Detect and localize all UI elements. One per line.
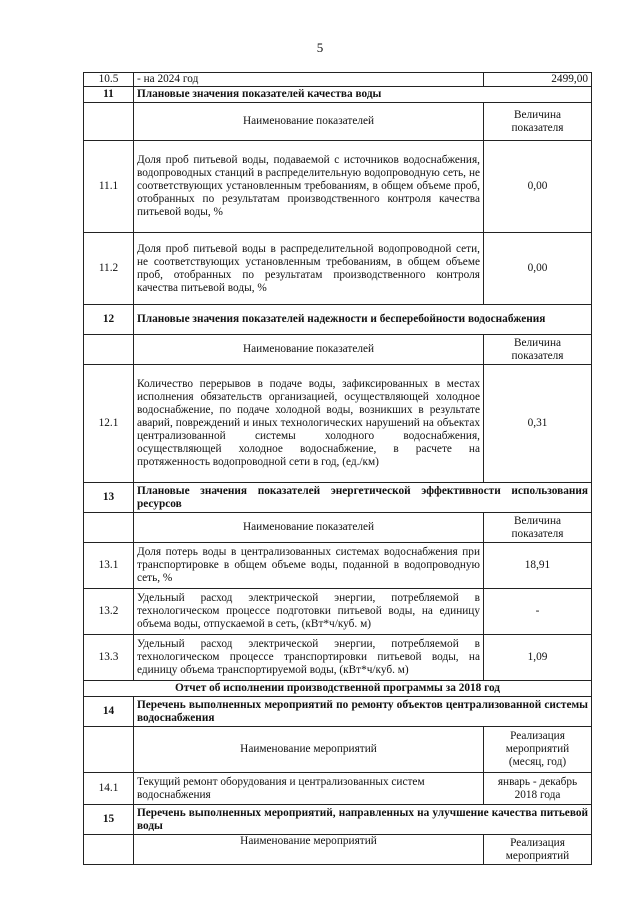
section-number: 15 (84, 805, 134, 835)
table-row (84, 73, 592, 87)
row-number: 10.5 (84, 73, 134, 87)
section-title: Плановые значения показателей качества воды (134, 87, 592, 103)
column-header-row (84, 727, 592, 773)
report-title: Отчет об исполнении производственной программы за 2018 год (84, 681, 592, 697)
section-title: Плановые значения показателей энергетической эффективности использования ресурсов (134, 483, 592, 513)
indicators-table (83, 72, 592, 865)
row-number: 13.3 (84, 635, 134, 681)
row-value: - (484, 589, 592, 635)
row-number: 12.1 (84, 365, 134, 483)
column-header-value: Величина показателя (484, 513, 592, 543)
column-header-value: Реализация мероприятий (месяц, год) (484, 727, 592, 773)
section-header (84, 483, 592, 513)
section-header (84, 805, 592, 835)
table-row (84, 141, 592, 233)
section-number: 13 (84, 483, 134, 513)
section-title: Перечень выполненных мероприятий по ремонту объектов централизованной системы водоснабжения (134, 697, 592, 727)
section-number: 12 (84, 305, 134, 335)
row-value: 18,91 (484, 543, 592, 589)
table-row (84, 589, 592, 635)
section-header (84, 305, 592, 335)
row-number: 13.1 (84, 543, 134, 589)
row-number: 11.1 (84, 141, 134, 233)
column-header-name: Наименование показателей (134, 513, 484, 543)
column-header-value: Величина показателя (484, 103, 592, 141)
table-row (84, 773, 592, 805)
section-header (84, 697, 592, 727)
page-number: 5 (316, 40, 324, 55)
table-row (84, 543, 592, 589)
row-value: 1,09 (484, 635, 592, 681)
table-row (84, 365, 592, 483)
row-description: Удельный расход электрической энергии, потребляемой в технологическом процессе подготовки питьевой воды, на единицу объема воды, отпускаемой в сеть, (кВт*ч/куб. м) (134, 589, 484, 635)
column-header-value: Величина показателя (484, 335, 592, 365)
table-row (84, 233, 592, 305)
row-description: Доля потерь воды в централизованных системах водоснабжения при транспортировке в общем объеме воды, поданной в водопроводную сеть, % (134, 543, 484, 589)
row-value: 0,31 (484, 365, 592, 483)
row-description: Удельный расход электрической энергии, потребляемой в технологическом процессе транспортировки питьевой воды, на единицу объема транспортируемой воды, (кВт*ч/куб. м) (134, 635, 484, 681)
row-number: 14.1 (84, 773, 134, 805)
table-row (84, 635, 592, 681)
column-header-name: Наименование показателей (134, 103, 484, 141)
section-title: Перечень выполненных мероприятий, направленных на улучшение качества питьевой воды (134, 805, 592, 835)
row-value: 0,00 (484, 141, 592, 233)
column-header-row (84, 335, 592, 365)
section-title: Плановые значения показателей надежности и бесперебойности водоснабжения (134, 305, 592, 335)
column-header-row (84, 513, 592, 543)
column-header-row (84, 103, 592, 141)
column-header-name: Наименование показателей (134, 335, 484, 365)
row-description: - на 2024 год (134, 73, 484, 87)
section-header (84, 87, 592, 103)
row-description: Количество перерывов в подаче воды, зафиксированных в местах исполнения обязательств организацией, осуществляющей холодное водоснабжение, по подаче холодной воды, возникших в результате аварий, повреждений и иных технологических нарушений на объектах централизованной системы холодного водоснабжения, осуществляющей холодное водоснабжение, в расчете на протяженность водопроводной сети в год, (ед./км) (134, 365, 484, 483)
report-title-row (84, 681, 592, 697)
column-header-value: Реализация мероприятий (484, 835, 592, 865)
row-value: 0,00 (484, 233, 592, 305)
section-number: 11 (84, 87, 134, 103)
row-number: 11.2 (84, 233, 134, 305)
row-value: 2499,00 (484, 73, 592, 87)
column-header-row (84, 835, 592, 865)
row-description: Текущий ремонт оборудования и централизованных систем водоснабжения (134, 773, 484, 805)
row-number: 13.2 (84, 589, 134, 635)
row-description: Доля проб питьевой воды в распределительной водопроводной сети, не соответствующих установленным требованиям, в общем объеме проб, отобранных по результатам производственного контроля качества питьевой воды, % (134, 233, 484, 305)
section-number: 14 (84, 697, 134, 727)
column-header-name: Наименование мероприятий (134, 727, 484, 773)
row-description: Доля проб питьевой воды, подаваемой с источников водоснабжения, водопроводных станций в распределительную водопроводную сеть, не соответствующих установленным требованиям, в общем объеме проб, отобранных по результатам производственного контроля качества питьевой воды, % (134, 141, 484, 233)
column-header-name: Наименование мероприятий (134, 835, 484, 865)
row-value: январь - декабрь 2018 года (484, 773, 592, 805)
